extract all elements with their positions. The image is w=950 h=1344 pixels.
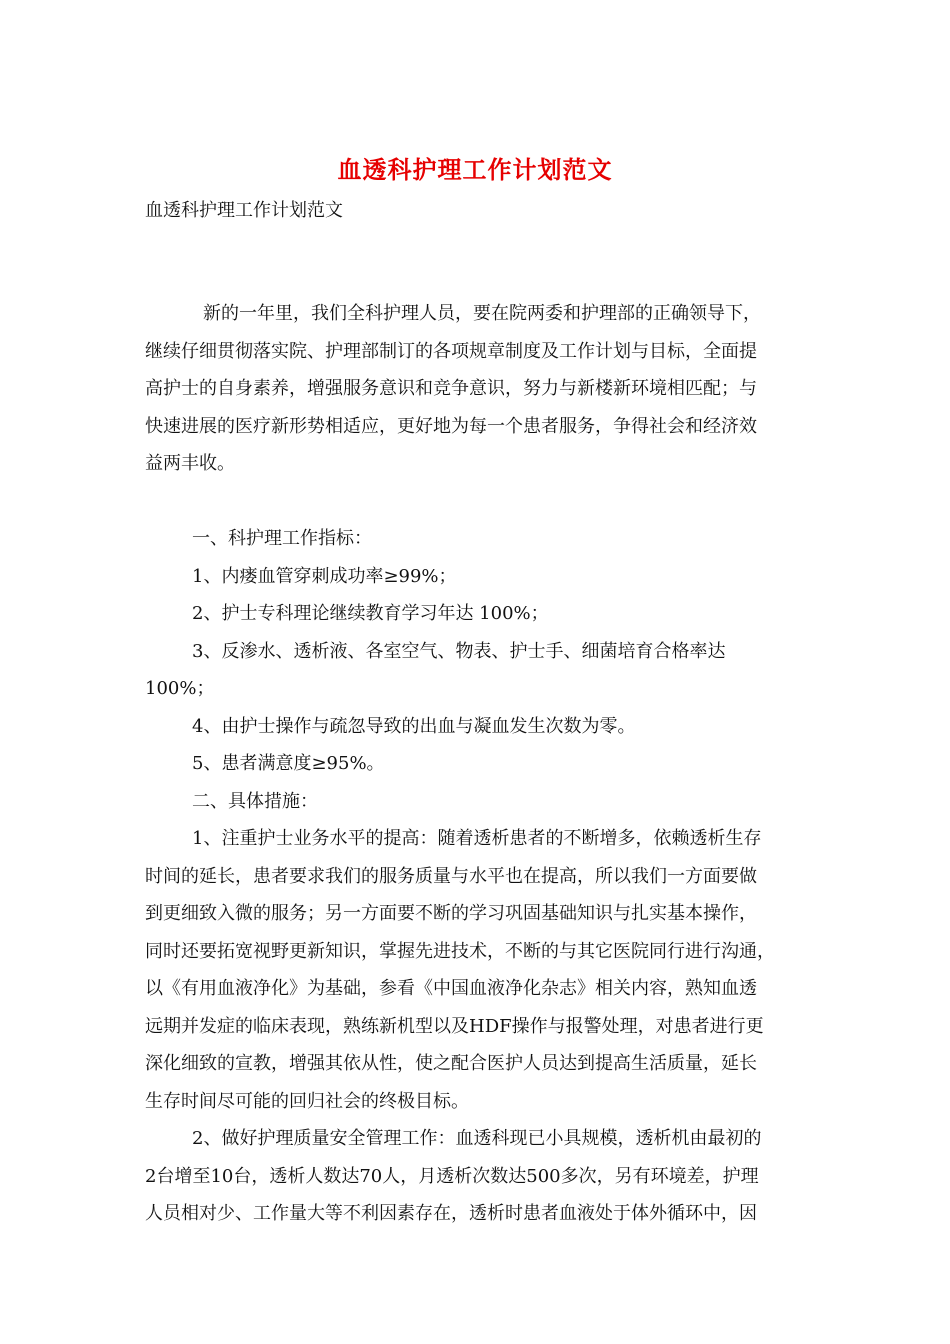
intro-line: 高护士的自身素养，增强服务意识和竞争意识，努力与新楼新环境相匹配；与: [145, 378, 757, 399]
list-item: 4、由护士操作与疏忽导致的出血与凝血发生次数为零。: [192, 715, 636, 737]
measure-line: 时间的延长，患者要求我们的服务质量与水平也在提高，所以我们一方面要做: [145, 865, 757, 887]
list-item: 1、内瘘血管穿刺成功率≥99%；: [192, 565, 457, 587]
list-item: 3、反渗水、透析液、各室空气、物表、护士手、细菌培育合格率达: [192, 640, 726, 662]
document-body: [145, 295, 805, 1233]
list-item: 2、护士专科理论继续教育学习年达 100%；: [192, 603, 549, 624]
intro-line: 继续仔细贯彻落实院、护理部制订的各项规章制度及工作计划与目标，全面提: [145, 340, 757, 362]
document-subtitle: 血透科护理工作计划范文: [145, 200, 343, 221]
measure-line: 2、做好护理质量安全管理工作：血透科现已小具规模，透析机由最初的: [192, 1128, 762, 1149]
measure-line: 人员相对少、工作量大等不利因素存在，透析时患者血液处于体外循环中，因: [145, 1203, 757, 1224]
measure-line: 远期并发症的临床表现，熟练新机型以及HDF操作与报警处理，对患者进行更: [145, 1015, 764, 1037]
measure-line: 深化细致的宣教，增强其依从性，使之配合医护人员达到提高生活质量，延长: [145, 1053, 757, 1074]
measure-line: 生存时间尽可能的回归社会的终极目标。: [145, 1090, 469, 1112]
intro-line: 新的一年里，我们全科护理人员，要在院两委和护理部的正确领导下，: [203, 303, 761, 324]
measure-line: 到更细致入微的服务；另一方面要不断的学习巩固基础知识与扎实基本操作，: [145, 903, 757, 924]
section-heading: 二、具体措施：: [192, 790, 318, 812]
list-item: 5、患者满意度≥95%。: [192, 753, 385, 774]
measure-line: 以《有用血液净化》为基础，参看《中国血液净化杂志》相关内容，熟知血透: [145, 978, 757, 999]
paragraph-gap: [145, 483, 805, 521]
list-item: 100%；: [145, 678, 215, 699]
section-heading: 一、科护理工作指标：: [192, 528, 372, 549]
document-title: 血透科护理工作计划范文: [337, 155, 613, 184]
intro-line: 益两丰收。: [145, 453, 235, 474]
measure-line: 1、注重护士业务水平的提高：随着透析患者的不断增多，依赖透析生存: [192, 828, 762, 849]
measure-line: 同时还要拓宽视野更新知识，掌握先进技术，不断的与其它医院同行进行沟通，: [145, 940, 775, 962]
measure-line: 2台增至10台，透析人数达70人，月透析次数达500多次，另有环境差，护理: [145, 1165, 759, 1187]
intro-line: 快速进展的医疗新形势相适应，更好地为每一个患者服务，争得社会和经济效: [145, 415, 757, 437]
